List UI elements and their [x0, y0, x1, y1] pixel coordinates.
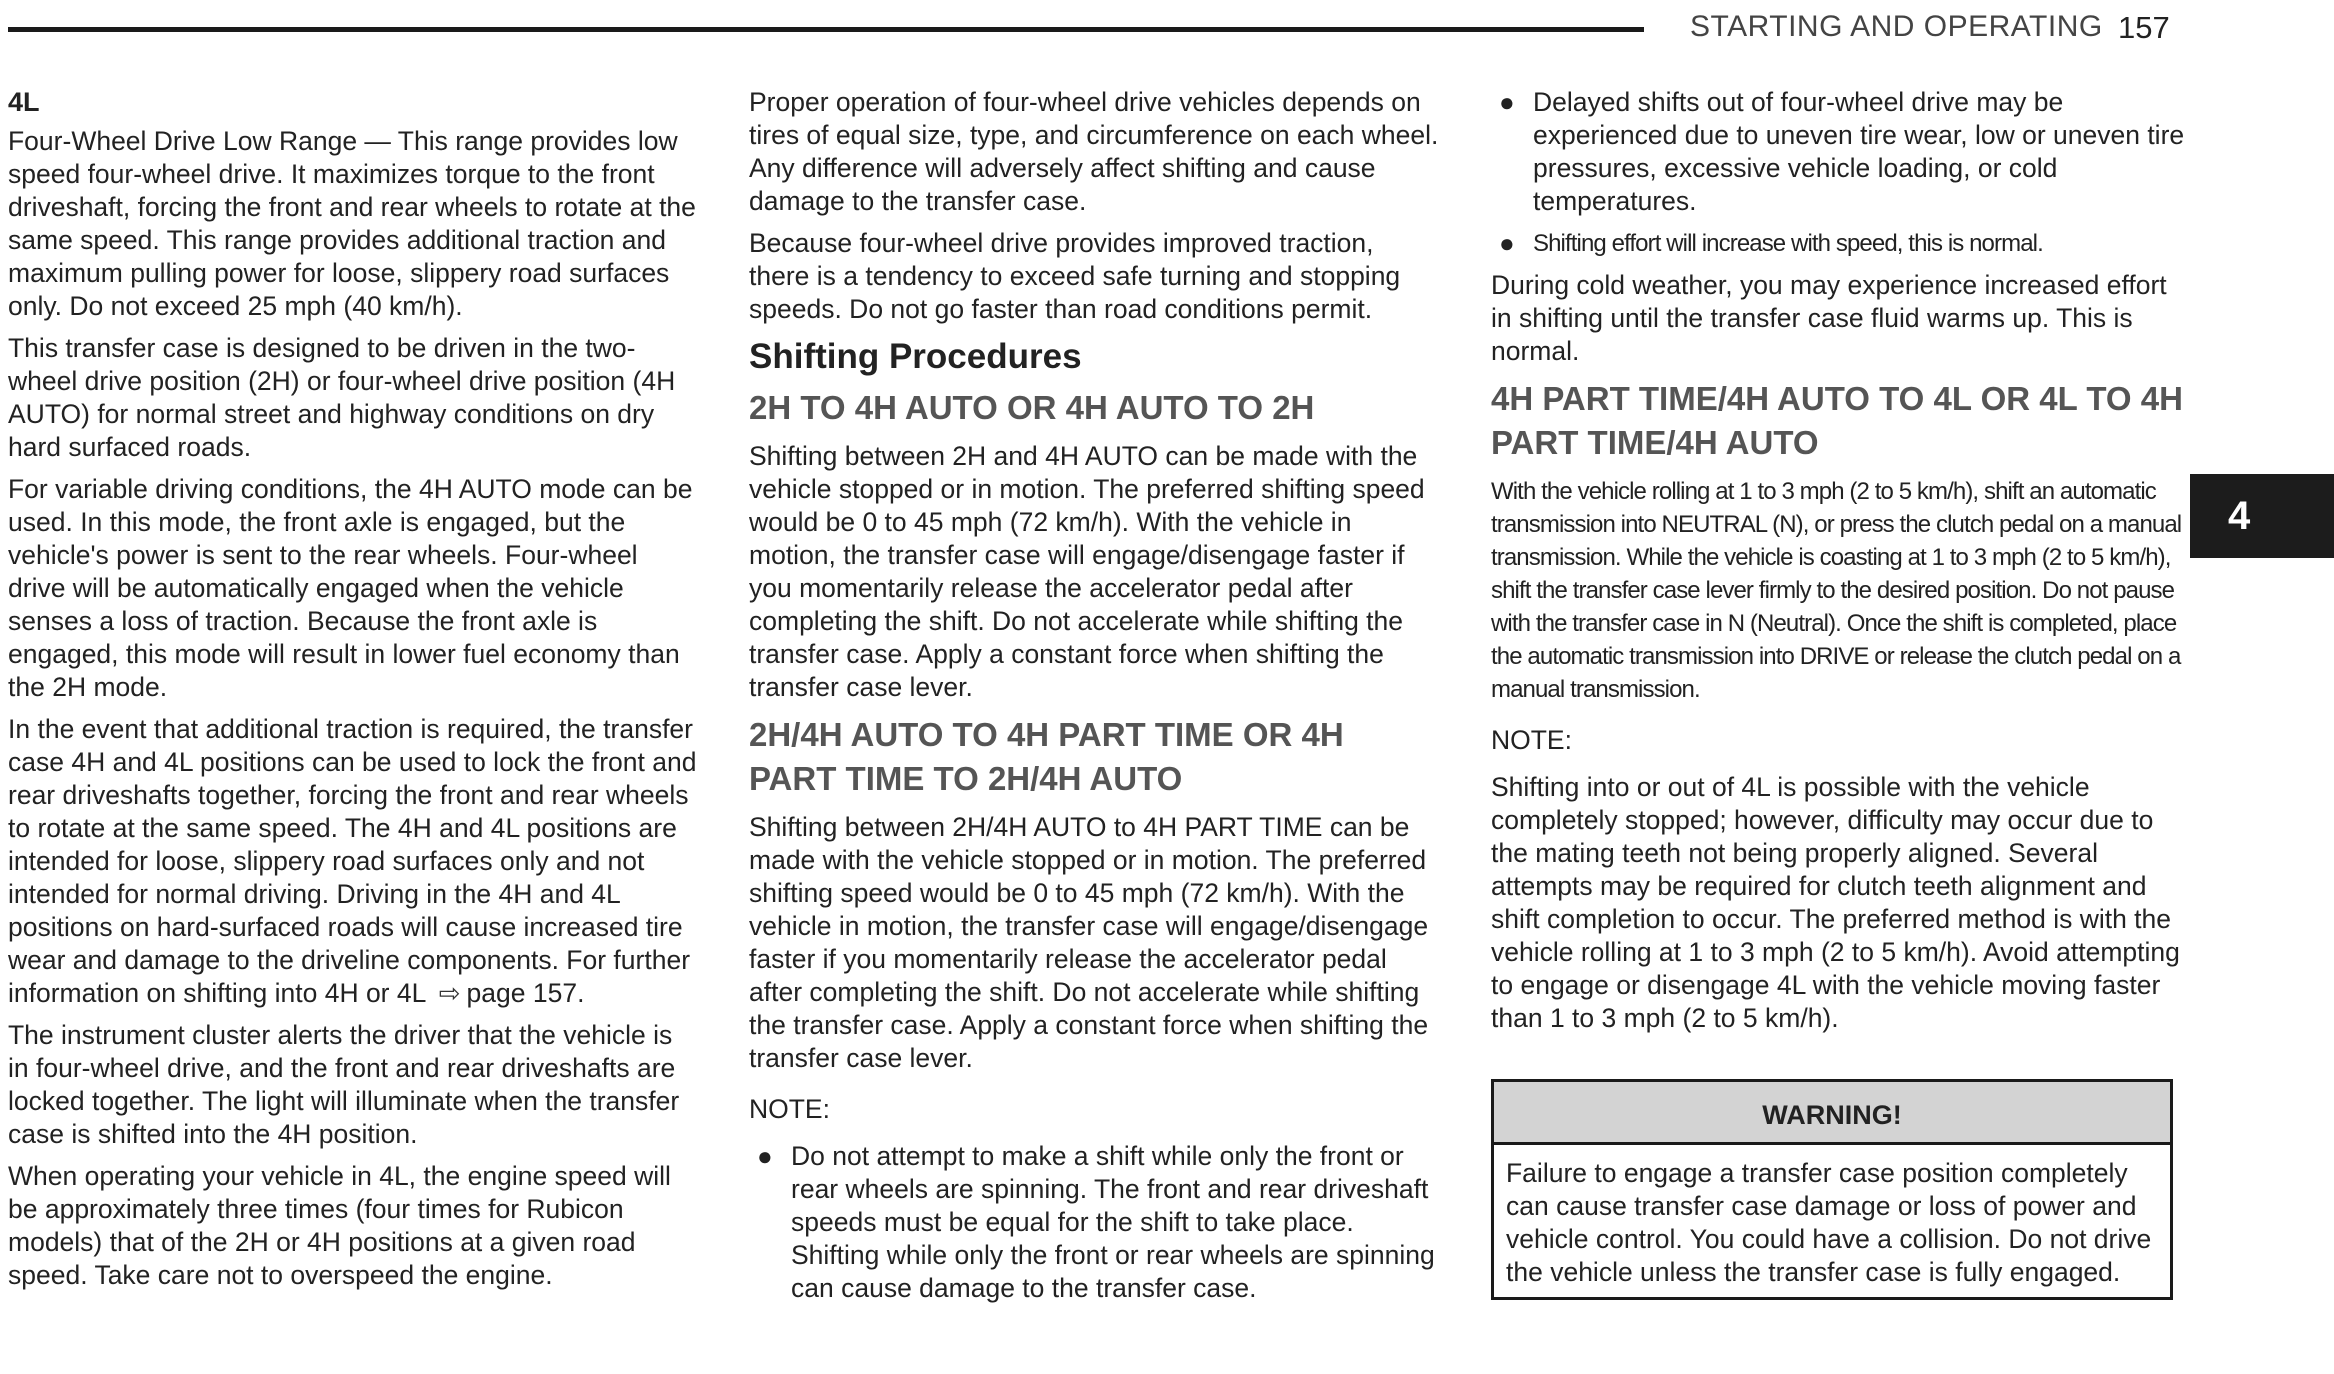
- paragraph: Shifting into or out of 4L is possible with the vehicle completely stopped; however, difficulty may occur due to the mating teeth not being properly aligned. Several attempts may be required for clutch teeth alignment and shift completion to occur. The preferred method is with the vehicle rolling at 1 to 3 mph (2 to 5 km/h). Avoid attempting to engage or disengage 4L with the vehicle moving faster than 1 to 3 mph (2 to 5 km/h).: [1491, 772, 2180, 1033]
- page-reference-link[interactable]: page 157.: [466, 978, 585, 1008]
- header-rule: [8, 27, 1644, 32]
- paragraph: Shifting between 2H/4H AUTO to 4H PART TIME can be made with the vehicle stopped or in motion. The preferred shifting speed would be 0 to 45 mph (72 km/h). With the vehicle in motion, the transfer case will engage/disengage faster if you momentarily release the accelerator pedal after completing the shift. Do not accelerate while shifting the transfer case. Apply a constant force when shifting the transfer case lever.: [749, 812, 1429, 1073]
- paragraph: Shifting between 2H and 4H AUTO can be made with the vehicle stopped or in motion. The preferred shifting speed would be 0 to 45 mph (72 km/h). With the vehicle in motion, the transfer case will engage/disengage faster if you momentarily release the accelerator pedal after completing the shift. Do not accelerate while shifting the transfer case. Apply a constant force when shifting the transfer case lever.: [749, 441, 1425, 702]
- note-label: NOTE:: [1491, 725, 1572, 755]
- list-item: ● Shifting effort will increase with speed, this is normal.: [1499, 228, 2043, 258]
- paragraph: For variable driving conditions, the 4H AUTO mode can be used. In this mode, the front axle is engaged, but the vehicle's power is sent to the rear wheels. Four-wheel drive will be automatically engaged when the vehicle senses a loss of traction. Because the front axle is engaged, this mode will result in lower fuel economy than the 2H mode.: [8, 474, 693, 702]
- subsection-heading: 2H/4H AUTO TO 4H PART TIME OR 4H PART TIME TO 2H/4H AUTO: [749, 716, 1344, 797]
- paragraph: Proper operation of four-wheel drive vehicles depends on tires of equal size, type, and circumference on each wheel. Any difference will adversely affect shifting and cause damage to the transfer case.: [749, 87, 1439, 216]
- subsection-heading: 2H TO 4H AUTO OR 4H AUTO TO 2H: [749, 389, 1315, 426]
- warning-box: [1491, 1079, 2173, 1300]
- paragraph: When operating your vehicle in 4L, the engine speed will be approximately three times (four times for Rubicon models) that of the 2H or 4H positions at a given road speed. Take care not to overspeed the engine.: [8, 1161, 671, 1290]
- column-3: [1491, 86, 2186, 1044]
- note-label: NOTE:: [749, 1094, 830, 1124]
- column-2: [749, 86, 1439, 1314]
- warning-text: Failure to engage a transfer case position completely can cause transfer case damage or loss of power and vehicle control. You could have a collision. Do not drive the vehicle unless the transfer case is fully engaged.: [1506, 1158, 2152, 1287]
- note-list: [749, 1140, 1439, 1305]
- paragraph-with-ref: [8, 713, 698, 1010]
- paragraph: Because four-wheel drive provides improved traction, there is a tendency to exceed safe turning and stopping speeds. Do not go faster than road conditions permit.: [749, 228, 1401, 324]
- page-number: 157: [2118, 10, 2170, 45]
- chapter-tab-number: 4: [2228, 493, 2251, 538]
- column-1: [8, 86, 698, 1301]
- subsection-heading: 4H PART TIME/4H AUTO TO 4L OR 4L TO 4H PART TIME/4H AUTO: [1491, 380, 2183, 461]
- chapter-tab[interactable]: [2190, 474, 2334, 558]
- bullet-icon: ●: [1499, 228, 1514, 258]
- list-item: ● Do not attempt to make a shift while only the front or rear wheels are spinning. The front and rear driveshaft speeds must be equal for the shift to take place. Shifting while only the front or rear wheels are spinning can cause damage to the transfer case.: [757, 1141, 1435, 1303]
- bullet-icon: ●: [1499, 87, 1515, 117]
- section-heading: Shifting Procedures: [749, 337, 1082, 376]
- heading-4l: 4L: [8, 87, 40, 117]
- bullet-list: [1491, 86, 2186, 260]
- running-header-section: STARTING AND OPERATING: [1690, 10, 2103, 43]
- list-item: ● Delayed shifts out of four-wheel drive may be experienced due to uneven tire wear, low or uneven tire pressures, excessive vehicle loading, or cold temperatures.: [1499, 87, 2185, 216]
- paragraph: During cold weather, you may experience increased effort in shifting until the transfer case fluid warms up. This is normal.: [1491, 270, 2167, 366]
- paragraph-text: In the event that additional traction is required, the transfer case 4H and 4L positions can be used to lock the front and rear driveshafts together, forcing the front and rear wheels to rotate at the same speed. The 4H and 4L positions are intended for loose, slippery road surfaces only and not intended for normal driving. Driving in the 4H and 4L positions on hard-surfaced roads will cause increased tire wear and damage to the driveline components. For further information on shifting into 4H or 4L: [8, 714, 697, 1008]
- bullet-icon: ●: [757, 1141, 773, 1171]
- warning-title: WARNING!: [1494, 1082, 2170, 1145]
- paragraph: With the vehicle rolling at 1 to 3 mph (2 to 5 km/h), shift an automatic transmission into NEUTRAL (N), or press the clutch pedal on a manual transmission. While the vehicle is coasting at 1 to 3 mph (2 to 5 km/h), shift the transfer case lever firmly to the desired position. Do not pause with the transfer case in N (Neutral). Once the shift is completed, place the automatic transmission into DRIVE or release the clutch pedal on a manual transmission.: [1491, 478, 2182, 703]
- paragraph: The instrument cluster alerts the driver that the vehicle is in four-wheel drive, and the front and rear driveshafts are locked together. The light will illuminate when the transfer case is shifted into the 4H position.: [8, 1020, 680, 1149]
- paragraph: This transfer case is designed to be driven in the two-wheel drive position (2H) or four-wheel drive position (4H AUTO) for normal street and highway conditions on dry hard surfaced roads.: [8, 333, 676, 462]
- paragraph: Four-Wheel Drive Low Range — This range provides low speed four-wheel drive. It maximizes torque to the front driveshaft, forcing the front and rear wheels to rotate at the same speed. This range provides additional traction and maximum pulling power for loose, slippery road surfaces only. Do not exceed 25 mph (40 km/h).: [8, 126, 696, 321]
- cross-reference-arrow-icon: ⇨: [438, 978, 461, 1008]
